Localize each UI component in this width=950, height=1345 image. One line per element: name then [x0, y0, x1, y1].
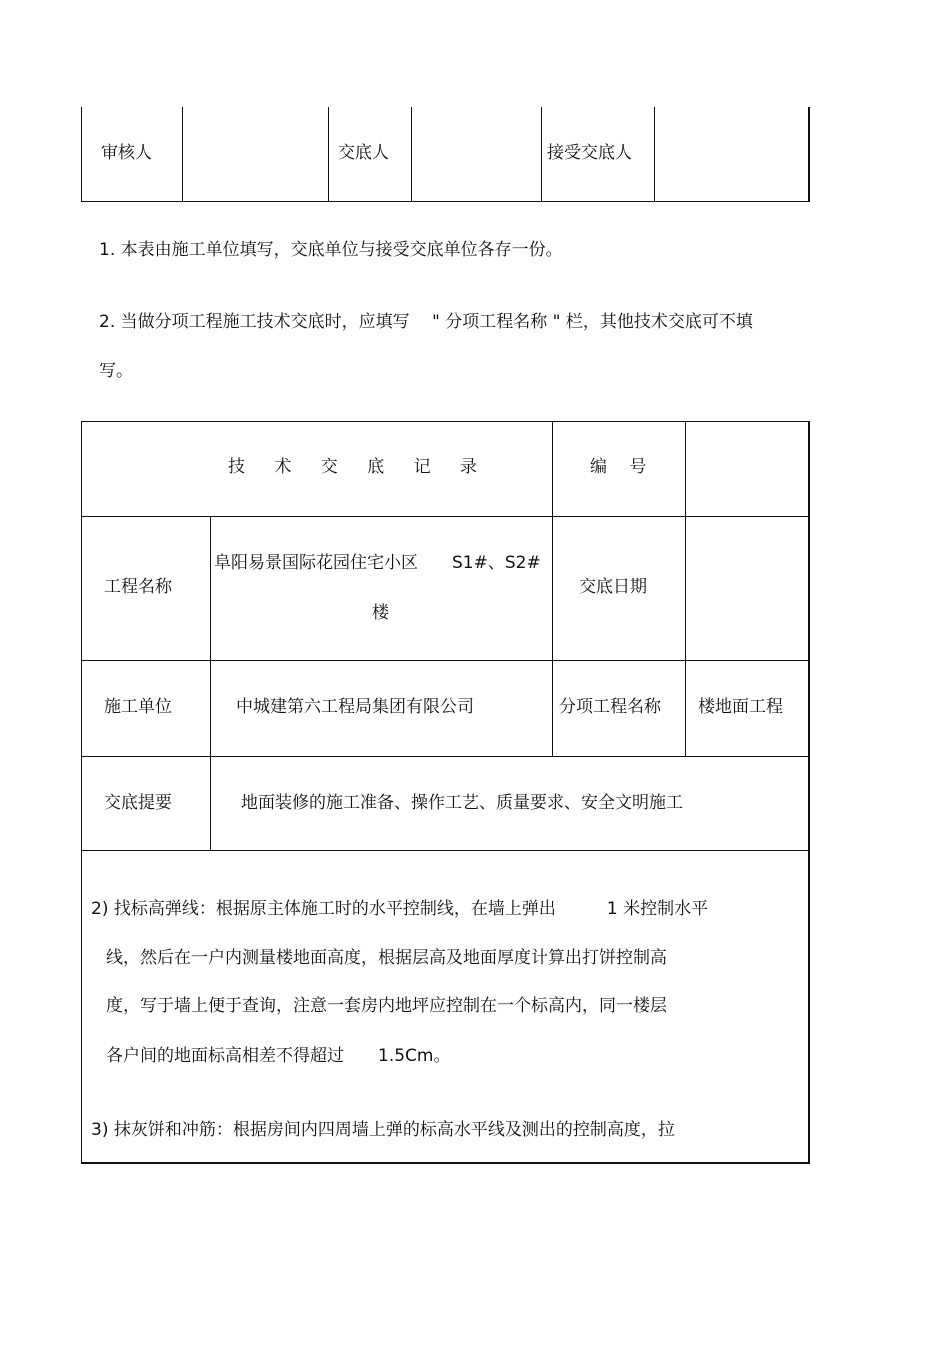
- content-item-2-line-2: 线，然后在一户内测量楼地面高度，根据层高及地面厚度计算出打饼控制高: [106, 948, 667, 968]
- subitem-label: 分项工程名称: [559, 697, 661, 717]
- receiver-label: 接受交底人: [547, 143, 632, 163]
- project-name-label: 工程名称: [104, 577, 172, 597]
- project-name-value-line-2: 楼: [372, 603, 389, 623]
- contractor-value: 中城建第六工程局集团有限公司: [236, 697, 474, 717]
- note-2-line-2: 写。: [99, 361, 133, 381]
- record-title: 技 术 交 底 记 录: [228, 457, 490, 477]
- content-item-2-line-4: 各户间的地面标高相差不得超过 1.5Cm。: [106, 1046, 451, 1066]
- contractor-label: 施工单位: [104, 697, 172, 717]
- discloser-label: 交底人: [338, 143, 389, 163]
- number-label: 编 号: [590, 457, 647, 477]
- content-item-2-line-3: 度，写于墙上便于查询，注意一套房内地坪应控制在一个标高内，同一楼层: [106, 996, 667, 1016]
- content-item-2-line-1: 2) 找标高弹线：根据原主体施工时的水平控制线，在墙上弹出 1 米控制水平: [91, 899, 709, 919]
- note-2-line-1: 2. 当做分项工程施工技术交底时，应填写 " 分项工程名称 " 栏，其他技术交底可不填: [99, 312, 753, 332]
- summary-value: 地面装修的施工准备、操作工艺、质量要求、安全文明施工: [241, 793, 683, 813]
- project-name-value-line-1: 阜阳易景国际花园住宅小区 S1#、S2#: [214, 553, 541, 573]
- date-label: 交底日期: [579, 577, 647, 597]
- summary-label: 交底提要: [104, 793, 172, 813]
- content-item-3-line-1: 3) 抹灰饼和冲筋：根据房间内四周墙上弹的标高水平线及测出的控制高度，拉: [91, 1120, 675, 1140]
- note-1: 1. 本表由施工单位填写，交底单位与接受交底单位各存一份。: [99, 240, 563, 260]
- reviewer-label: 审核人: [101, 143, 152, 163]
- subitem-value: 楼地面工程: [698, 697, 783, 717]
